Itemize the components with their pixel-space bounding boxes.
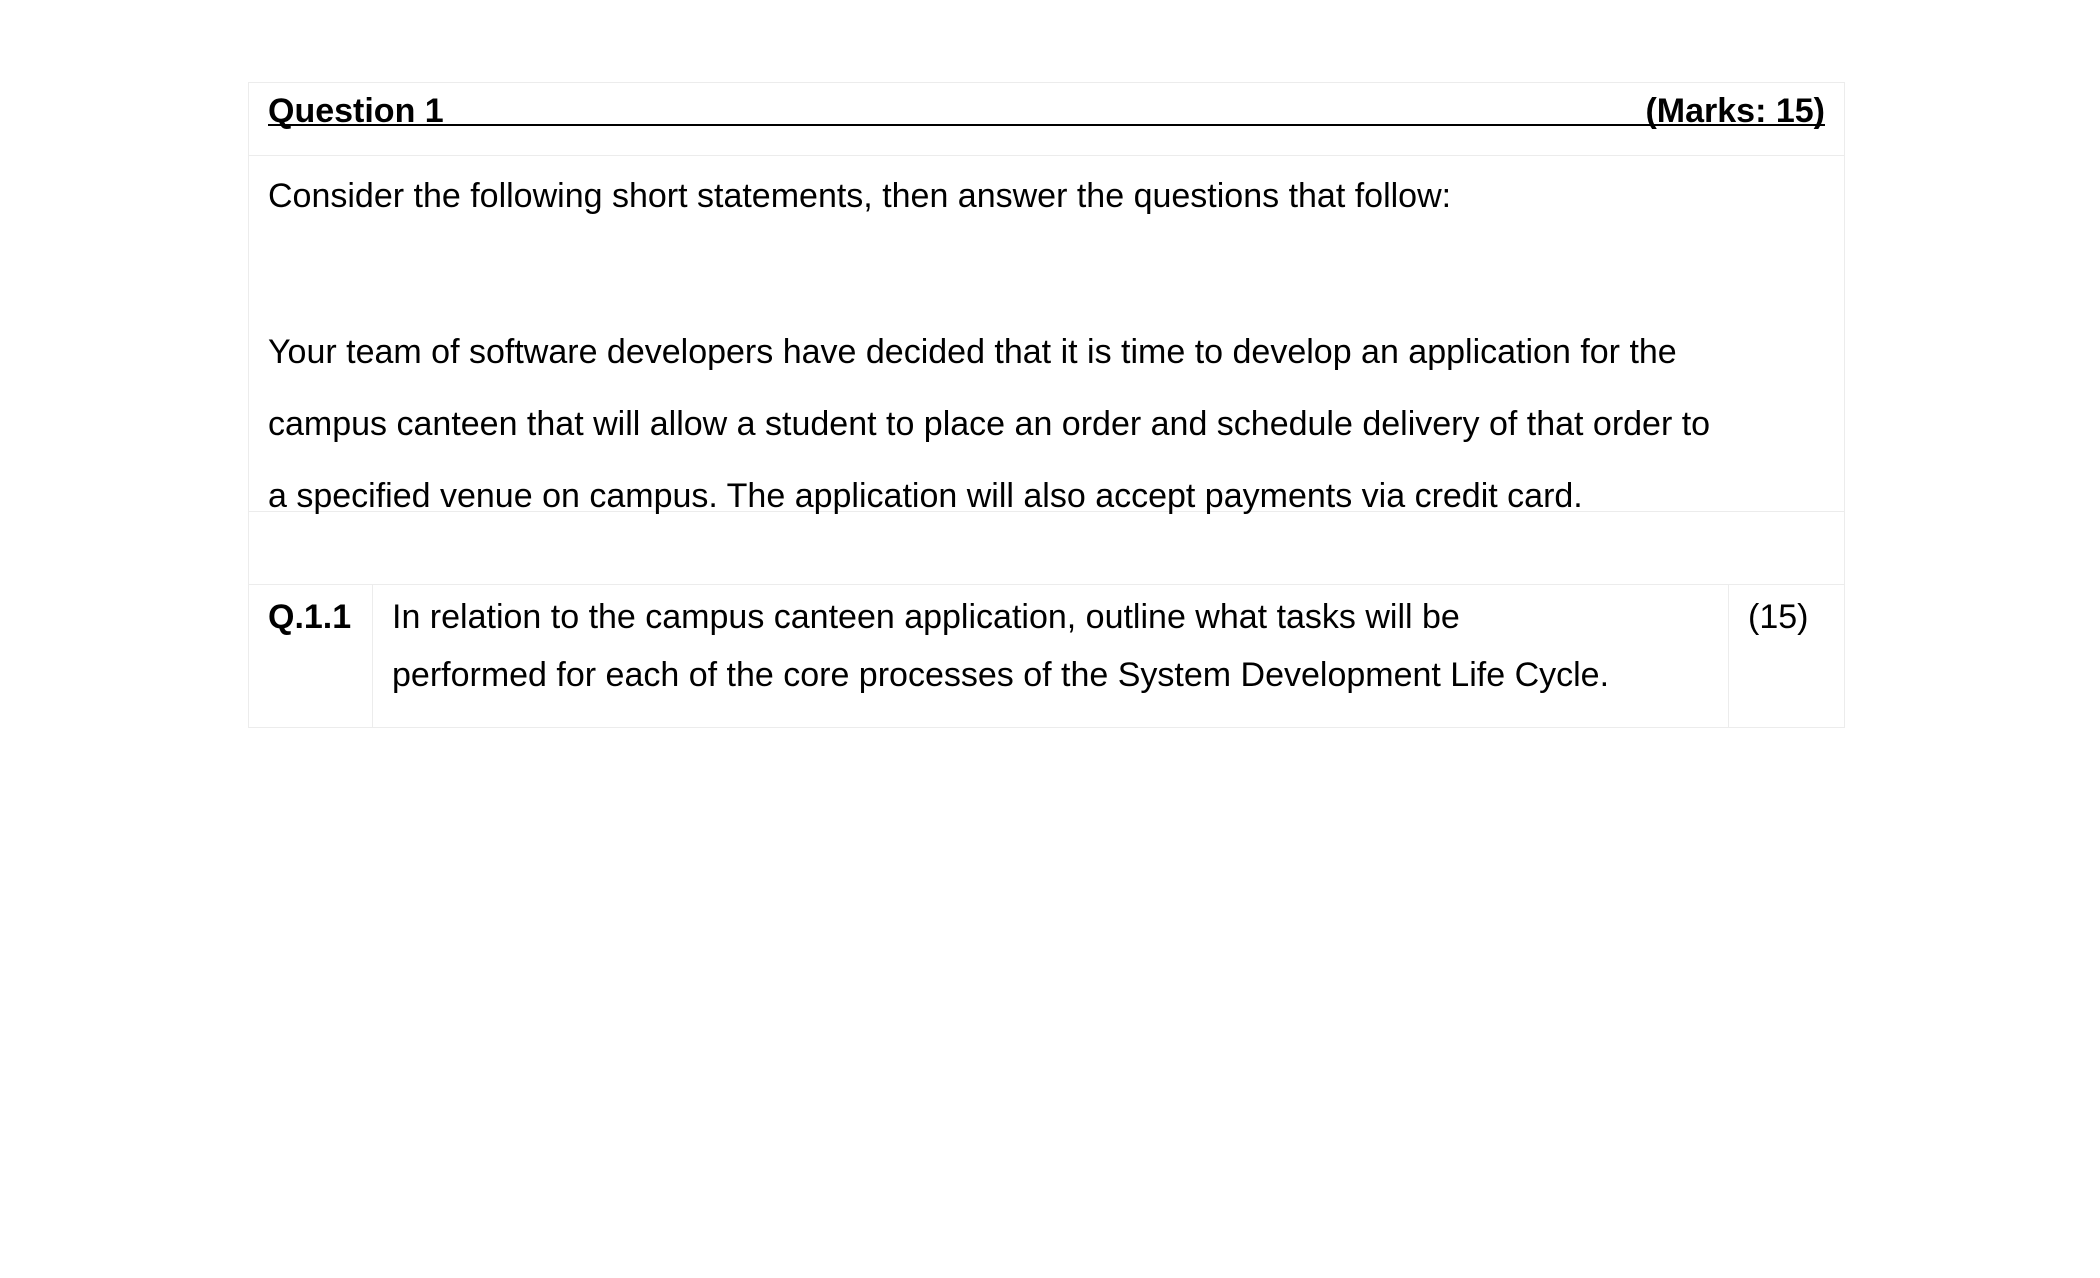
header-underline bbox=[268, 92, 1825, 130]
subquestion-text bbox=[373, 585, 1729, 727]
question-body bbox=[249, 156, 1844, 515]
subquestion-marks: (15) bbox=[1748, 598, 1809, 636]
subquestion-row bbox=[249, 585, 1844, 727]
intro-statement: Consider the following short statements, then answer the questions that follow: bbox=[268, 177, 1452, 215]
scenario-line: Your team of software developers have decided that it is time to develop an application for the bbox=[268, 333, 1677, 371]
subquestion-line: performed for each of the core processes of the System Development Life Cycle. bbox=[392, 656, 1610, 694]
scenario-line: campus canteen that will allow a student to place an order and schedule delivery of that order to bbox=[268, 405, 1711, 443]
question-title: Question 1 bbox=[268, 92, 444, 130]
question-header bbox=[249, 83, 1844, 156]
question-marks: (Marks: 15) bbox=[1645, 92, 1825, 130]
scenario-line: a specified venue on campus. The application will also accept payments via credit card. bbox=[268, 477, 1583, 515]
subquestion-number: Q.1.1 bbox=[249, 585, 373, 727]
question-table bbox=[248, 82, 1845, 728]
scenario-paragraph bbox=[268, 316, 1828, 532]
subquestion-line: In relation to the campus canteen application, outline what tasks will be bbox=[392, 598, 1460, 636]
